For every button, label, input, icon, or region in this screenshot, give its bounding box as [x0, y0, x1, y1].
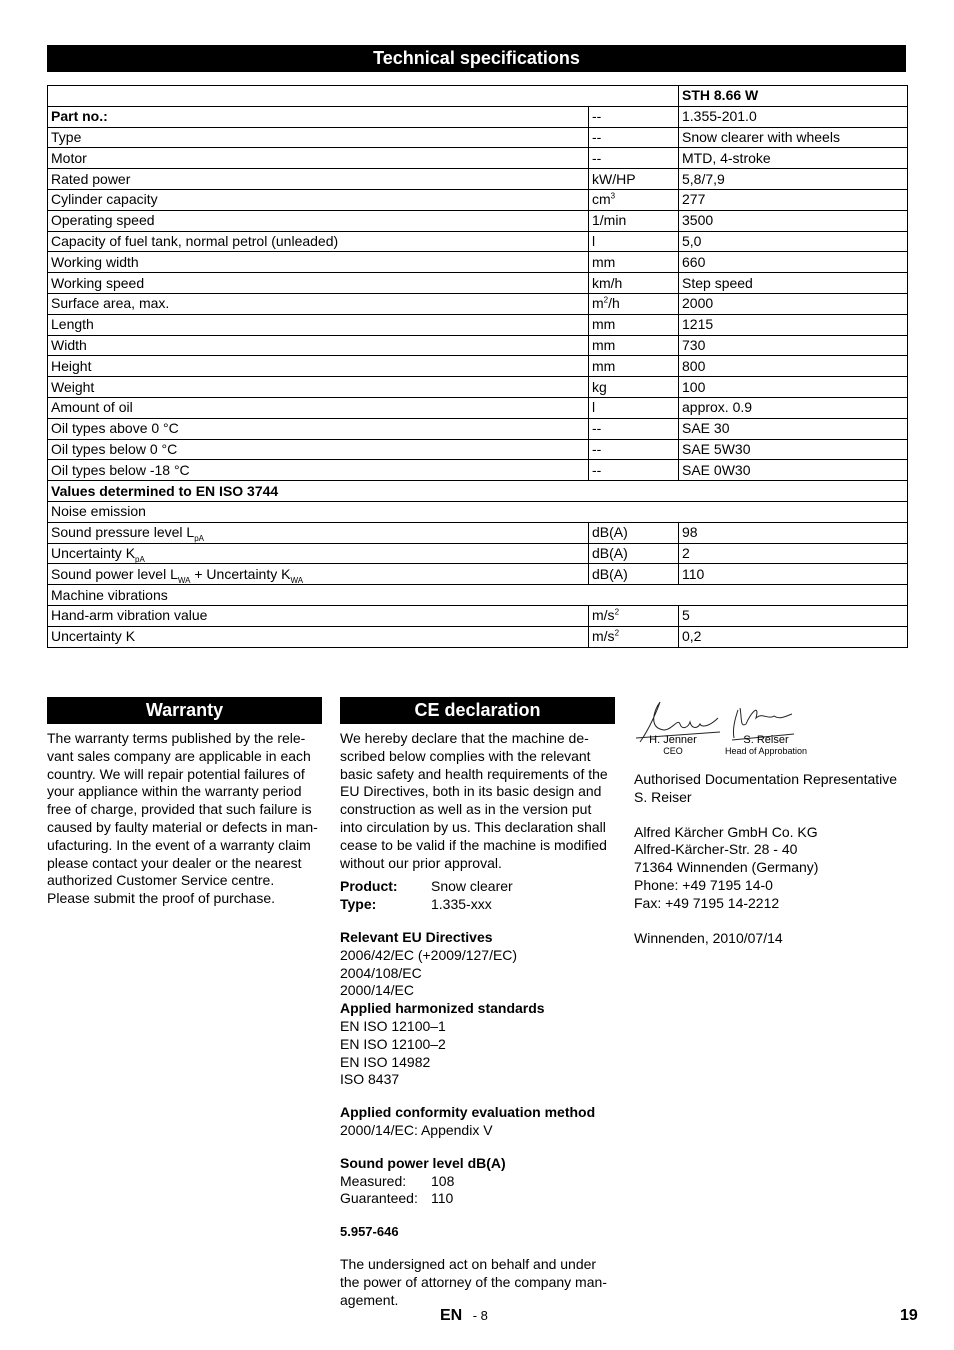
table-row	[48, 543, 908, 564]
closing-line: agement.	[340, 1291, 399, 1308]
warranty-line: vant sales company are applicable in each	[47, 747, 311, 764]
signatory-name: H. Jenner	[649, 734, 697, 746]
spec-label: Oil types below 0 °C	[48, 439, 589, 460]
spec-label: Width	[48, 335, 589, 356]
spec-label: Rated power	[48, 169, 589, 190]
spec-value: 5	[679, 605, 908, 626]
standard-item: ISO 8437	[340, 1071, 400, 1088]
directive-item: 2004/108/EC	[340, 964, 422, 981]
product-row	[340, 878, 620, 896]
spec-value: 800	[679, 356, 908, 377]
table-row	[48, 314, 908, 335]
ce-intro-line: construction as well as in the version put	[340, 801, 592, 818]
guaranteed-value: 110	[431, 1190, 454, 1207]
directives-title: Relevant EU Directives	[340, 928, 493, 945]
spec-label: Working width	[48, 252, 589, 273]
address-line: 71364 Winnenden (Germany)	[634, 859, 819, 876]
spec-unit: --	[589, 127, 679, 148]
directive-item: 2000/14/EC	[340, 982, 414, 999]
spec-unit: mm	[589, 314, 679, 335]
table-row	[48, 564, 908, 585]
closing-line: the power of attorney of the company man-	[340, 1273, 607, 1290]
table-row	[48, 210, 908, 231]
standard-item: EN ISO 12100–2	[340, 1035, 446, 1052]
table-row	[48, 127, 908, 148]
closing-line: The undersigned act on behalf and under	[340, 1255, 597, 1272]
spec-unit: --	[589, 148, 679, 169]
spec-value: 0,2	[679, 626, 908, 647]
table-row	[48, 356, 908, 377]
table-row	[48, 189, 908, 210]
ce-declaration-text	[340, 730, 620, 1309]
warranty-line: The warranty terms published by the rele-	[47, 730, 306, 746]
tech-spec-heading: Technical specifications	[47, 45, 906, 72]
spec-unit: kW/HP	[589, 169, 679, 190]
spec-label: Sound power level $L_{WA}$ + Uncertainty $K_{WA}$	[48, 564, 589, 585]
place-date: Winnenden, 2010/07/14	[634, 929, 783, 946]
document-number: 5.957-646	[340, 1224, 399, 1240]
page-footer-section	[440, 1307, 488, 1325]
spec-label: Surface area, max.	[48, 293, 589, 314]
table-row	[48, 231, 908, 252]
table-row	[48, 169, 908, 190]
spec-value: 1.355-201.0	[679, 106, 908, 127]
spec-unit: l	[589, 231, 679, 252]
address-line: Phone: +49 7195 14-0	[634, 876, 773, 893]
spec-value: 2000	[679, 293, 908, 314]
spec-unit: $m/s^2$	[589, 626, 679, 647]
spec-label: Weight	[48, 377, 589, 398]
measured-value: 108	[431, 1172, 455, 1189]
warranty-heading: Warranty	[47, 697, 322, 724]
spec-unit: 1/min	[589, 210, 679, 231]
ce-intro-line: into circulation by us. This declaration shall	[340, 818, 606, 835]
method-title: Applied conformity evaluation method	[340, 1104, 596, 1121]
company-address	[634, 824, 924, 913]
measured-label: Measured:	[340, 1172, 407, 1189]
ce-intro-line: scribed below complies with the relevant	[340, 747, 591, 764]
spec-value: 730	[679, 335, 908, 356]
representative-line: Authorised Documentation Representative	[634, 771, 898, 787]
spec-value: 100	[679, 377, 908, 398]
spec-unit: $cm^3$	[589, 189, 679, 210]
table-row	[48, 106, 908, 127]
signature-ceo	[643, 734, 703, 756]
table-row	[48, 460, 908, 481]
spec-unit: l	[589, 397, 679, 418]
standards-list	[340, 1018, 620, 1089]
warranty-line: Please submit the proof of purchase.	[47, 890, 276, 907]
product-value: Snow clearer	[431, 878, 513, 895]
warranty-line: country. We will repair potential failures of	[47, 765, 305, 782]
spec-label: Noise emission	[48, 501, 908, 522]
spec-label: Working speed	[48, 273, 589, 294]
spec-value: 98	[679, 522, 908, 543]
spec-label: Amount of oil	[48, 397, 589, 418]
spec-label: Height	[48, 356, 589, 377]
ce-heading: CE declaration	[340, 697, 615, 724]
spec-value: 3500	[679, 210, 908, 231]
spec-unit: dB(A)	[589, 543, 679, 564]
representative	[634, 771, 924, 807]
warranty-line: caused by faulty material or defects in man-	[47, 818, 318, 835]
spec-unit: dB(A)	[589, 522, 679, 543]
spec-unit: dB(A)	[589, 564, 679, 585]
spec-label: Uncertainty K	[48, 626, 589, 647]
spec-unit: --	[589, 106, 679, 127]
warranty-line: ufacturing. In the event of a warranty claim	[47, 836, 311, 853]
spec-label: Part no.:	[48, 106, 589, 127]
table-row	[48, 501, 908, 522]
table-header-row	[48, 86, 908, 107]
table-row	[48, 605, 908, 626]
spec-value: approx. 0.9	[679, 397, 908, 418]
ce-intro-line: cease to be valid if the machine is modified	[340, 836, 607, 853]
ce-intro	[340, 730, 620, 872]
language-code: EN	[440, 1307, 463, 1324]
spec-value: 660	[679, 252, 908, 273]
warranty-line: please contact your dealer or the nearest	[47, 854, 302, 871]
address-line: Alfred Kärcher GmbH Co. KG	[634, 823, 818, 840]
spec-unit: --	[589, 439, 679, 460]
table-row	[48, 293, 908, 314]
type-row	[340, 896, 620, 914]
spec-unit: mm	[589, 252, 679, 273]
spec-unit: $m^2/h$	[589, 293, 679, 314]
measured-row	[340, 1173, 620, 1191]
signatory-name: S. Reiser	[743, 734, 789, 746]
representative-line: S. Reiser	[634, 788, 692, 805]
table-row	[48, 626, 908, 647]
table-row	[48, 335, 908, 356]
warranty-text	[47, 730, 325, 908]
standards-title: Applied harmonized standards	[340, 1000, 545, 1017]
spec-value: 277	[679, 189, 908, 210]
spec-label: Oil types below -18 °C	[48, 460, 589, 481]
spec-value: 5,0	[679, 231, 908, 252]
contact-block	[634, 771, 924, 947]
ce-closing-text	[340, 1256, 620, 1309]
spec-label: Type	[48, 127, 589, 148]
spec-label: Uncertainty $K_{pA}$	[48, 543, 589, 564]
ce-intro-line: basic safety and health requirements of the	[340, 765, 608, 782]
method-value: 2000/14/EC: Appendix V	[340, 1121, 493, 1138]
table-row	[48, 273, 908, 294]
spec-label: Hand-arm vibration value	[48, 605, 589, 626]
spec-label: Oil types above 0 °C	[48, 418, 589, 439]
spec-unit: --	[589, 418, 679, 439]
signatory-role: CEO	[663, 746, 683, 756]
directives-list	[340, 947, 620, 1000]
page-number: 19	[900, 1307, 918, 1324]
guaranteed-row	[340, 1190, 620, 1208]
ce-intro-line: We hereby declare that the machine de-	[340, 730, 589, 746]
model-name: STH 8.66 W	[679, 86, 908, 107]
type-label: Type:	[340, 896, 377, 913]
spec-value: Snow clearer with wheels	[679, 127, 908, 148]
spec-unit: kg	[589, 377, 679, 398]
standard-item: EN ISO 12100–1	[340, 1017, 446, 1034]
spec-label: Capacity of fuel tank, normal petrol (unleaded)	[48, 231, 589, 252]
type-value: 1.335-xxx	[431, 896, 492, 913]
spec-value: 110	[679, 564, 908, 585]
table-row	[48, 148, 908, 169]
spec-unit: mm	[589, 356, 679, 377]
ce-intro-line: EU Directives, both in its basic design and	[340, 783, 602, 800]
table-row	[48, 252, 908, 273]
spec-label: Length	[48, 314, 589, 335]
address-line: Alfred-Kärcher-Str. 28 - 40	[634, 841, 798, 858]
table-row	[48, 397, 908, 418]
spec-label: Operating speed	[48, 210, 589, 231]
table-row	[48, 439, 908, 460]
spec-value: 1215	[679, 314, 908, 335]
signature-approbation	[718, 734, 814, 756]
spec-value: SAE 5W30	[679, 439, 908, 460]
address-line: Fax: +49 7195 14-2212	[634, 894, 780, 911]
spec-value: MTD, 4-stroke	[679, 148, 908, 169]
spec-unit: $m/s^2$	[589, 605, 679, 626]
spec-label: Sound pressure level $L_{pA}$	[48, 522, 589, 543]
directive-item: 2006/42/EC (+2009/127/EC)	[340, 946, 518, 963]
table-row	[48, 481, 908, 502]
spec-unit: --	[589, 460, 679, 481]
guaranteed-label: Guaranteed:	[340, 1190, 418, 1207]
spec-value: SAE 30	[679, 418, 908, 439]
spec-label: Cylinder capacity	[48, 189, 589, 210]
sound-title: Sound power level dB(A)	[340, 1154, 506, 1171]
product-label: Product:	[340, 878, 398, 895]
spec-label: Values determined to EN ISO 3744	[48, 481, 908, 502]
tech-spec-table	[47, 85, 908, 648]
spec-unit: km/h	[589, 273, 679, 294]
table-row	[48, 377, 908, 398]
spec-value: 2	[679, 543, 908, 564]
signatory-role: Head of Approbation	[724, 746, 808, 756]
ce-intro-line: without our prior approval.	[340, 854, 502, 871]
warranty-line: authorized Customer Service centre.	[47, 872, 275, 889]
section-number: - 8	[472, 1308, 488, 1323]
spec-label: Motor	[48, 148, 589, 169]
warranty-line: your appliance within the warranty period	[47, 783, 302, 800]
standard-item: EN ISO 14982	[340, 1053, 431, 1070]
spec-unit: mm	[589, 335, 679, 356]
table-row	[48, 522, 908, 543]
spec-value: Step speed	[679, 273, 908, 294]
spec-value: SAE 0W30	[679, 460, 908, 481]
table-row	[48, 418, 908, 439]
spec-label: Machine vibrations	[48, 585, 908, 606]
warranty-line: free of charge, provided that such failure is	[47, 801, 312, 818]
spec-value: 5,8/7,9	[679, 169, 908, 190]
table-row	[48, 585, 908, 606]
